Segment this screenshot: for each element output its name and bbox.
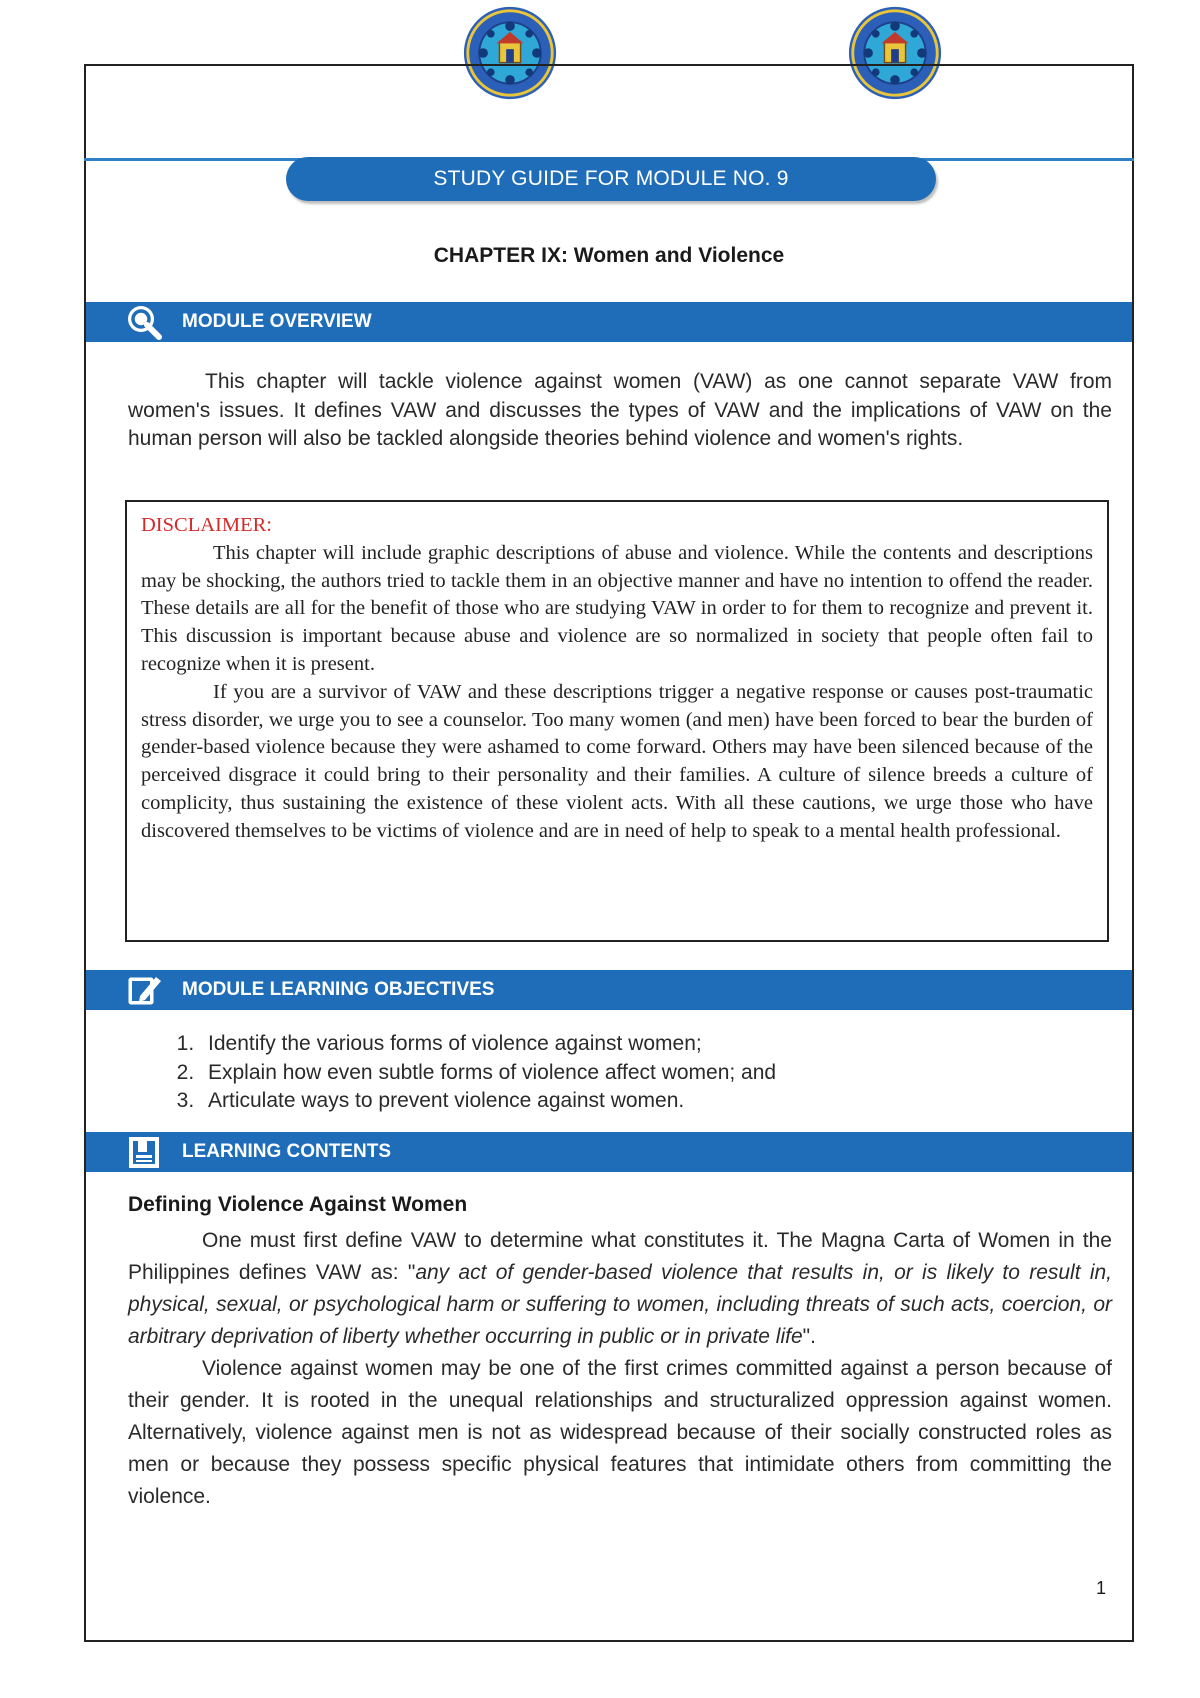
disclaimer-paragraph: This chapter will include graphic descriptions of abuse and violence. While the contents and descriptions may be shocking, the authors tried to tackle them in an objective manner and have no intention to offend the reader. These details are all for the benefit of those who are studying VAW in order to for them to recognize and prevent it. This discussion is important because abuse and violence are so normalized in society that people often fail to recognize when it is present. [141,541,1093,675]
module-overview-header [86,302,1132,342]
learning-objectives-header [86,970,1132,1010]
disclaimer-heading: DISCLAIMER: [141,514,272,536]
page-number: 1 [1096,1578,1107,1598]
learning-contents-header [86,1132,1132,1172]
list-item: 2. Explain how even subtle forms of violence affect women; and [200,1059,776,1088]
study-guide-title: STUDY GUIDE FOR MODULE NO. 9 [286,157,936,201]
section-heading: LEARNING CONTENTS [182,1141,391,1162]
document-icon [126,1134,162,1170]
chapter-title: CHAPTER IX: Women and Violence [433,244,785,267]
overview-text: This chapter will tackle violence against women (VAW) as one cannot separate VAW from women's issues. It defines VAW and discusses the types of VAW and the implications of VAW on the human person will also be tackled alongside theories behind violence and women's rights. [128,370,1112,450]
paragraph-text: ". [802,1325,816,1348]
quoted-definition: any act of gender-based violence that results in, or is likely to result in, physical, sexual, or psychological harm or suffering to women, including threats of such acts, coercion, or arbitrary deprivation of liberty whether occurring in public or in private life [128,1261,1112,1348]
disclaimer-box [125,500,1109,942]
list-item: 1. Identify the various forms of violence against women; [200,1030,776,1059]
list-item: 3. Articulate ways to prevent violence against women. [200,1087,776,1116]
objectives-list [160,1030,776,1116]
contents-paragraph: Violence against women may be one of the first crimes committed against a person because of their gender. It is rooted in the unequal relationships and structuralized oppression against women. Alternatively, violence against men is not as widespread because of their socially constructed roles as men or because they possess specific physical features that intimidate others from committing the violence. [128,1357,1112,1508]
contents-subheading: Defining Violence Against Women [128,1193,468,1216]
learning-contents-body [128,1225,1112,1513]
magnifier-icon [126,304,162,340]
section-heading: MODULE OVERVIEW [182,311,372,332]
paragraph-text: One must first define VAW to determine what constitutes it. The Magna Carta of Women in the Philippines defines VAW as: " [128,1229,1112,1284]
pencil-edit-icon [126,972,162,1008]
disclaimer-paragraph: If you are a survivor of VAW and these descriptions trigger a negative response or causes post-traumatic stress disorder, we urge you to see a counselor. Too many women (and men) have been forced to bear the burden of gender-based violence because they were ashamed to come forward. Others may have been silenced because of the perceived disgrace it could bring to their personality and their families. A culture of silence breeds a culture of complicity, thus sustaining the existence of these violent acts. With all these cautions, we urge those who have discovered themselves to be victims of violence and are in need of help to speak to a mental health professional. [141,680,1093,842]
section-heading: MODULE LEARNING OBJECTIVES [182,979,495,1000]
contents-paragraph [128,1225,1112,1353]
